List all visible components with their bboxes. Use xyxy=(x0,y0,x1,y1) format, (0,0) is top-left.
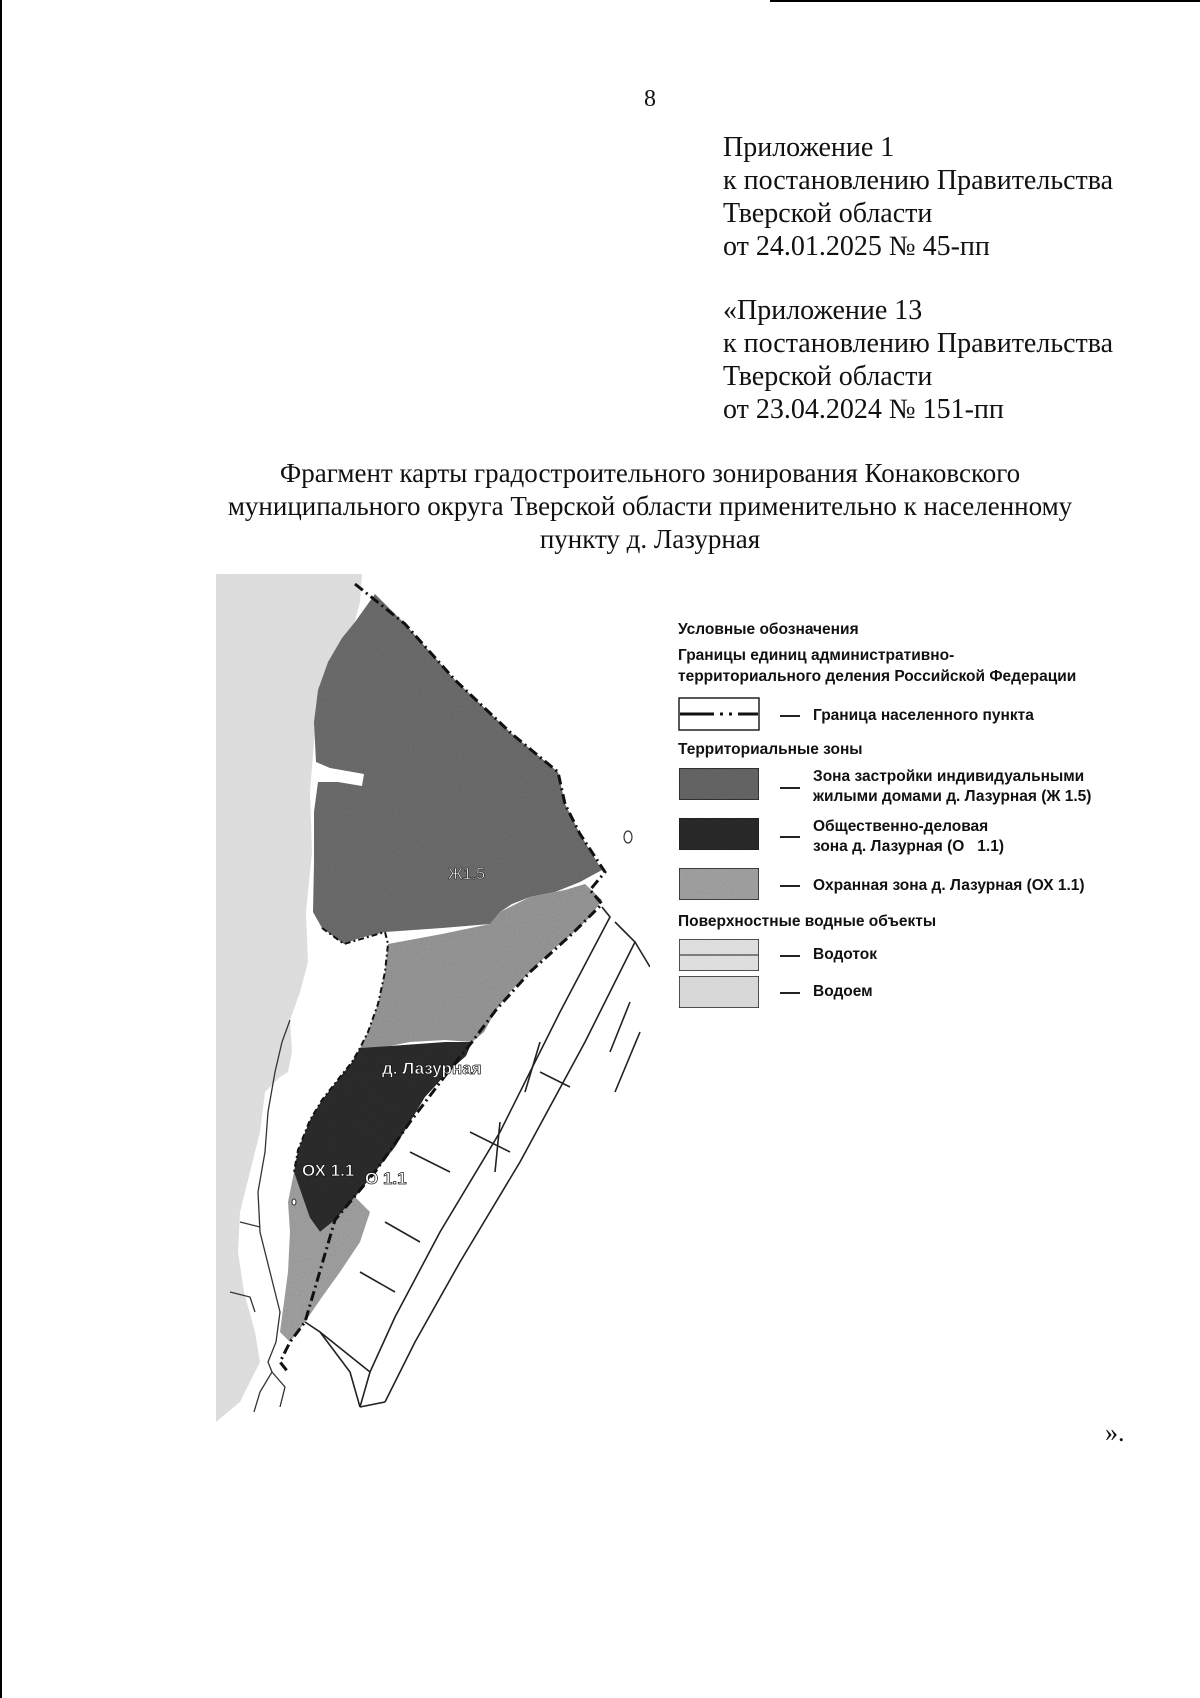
appendix-line: к постановлению Правительства xyxy=(723,165,1114,196)
closing-quote: ». xyxy=(1105,1418,1125,1447)
legend-zones-heading: Территориальные зоны xyxy=(678,741,863,758)
page-number: 8 xyxy=(644,86,656,112)
legend-settlement-boundary: Граница населенного пункта xyxy=(813,707,1034,724)
legend-dash xyxy=(780,715,800,717)
legend-admin-heading-line: Границы единиц административно- xyxy=(678,647,955,664)
legend-water-heading: Поверхностные водные объекты xyxy=(678,913,937,930)
pond-icon xyxy=(624,831,632,843)
appendix-line: от 23.04.2024 № 151-пп xyxy=(723,394,1004,425)
legend-dash xyxy=(780,885,800,887)
appendix-line: Приложение 1 xyxy=(723,132,895,163)
map-title-line: муниципального округа Тверской области применительно к населенному xyxy=(227,491,1073,521)
legend-dash xyxy=(780,787,800,789)
map-label-business-zone: О 1.1 xyxy=(365,1169,407,1188)
legend-dash xyxy=(780,955,800,957)
legend-residential-zone-line: Зона застройки индивидуальными xyxy=(813,768,1085,785)
water-body-swatch xyxy=(678,975,760,1009)
business-zone-swatch xyxy=(678,817,760,851)
map-label-settlement: д. Лазурная xyxy=(382,1059,482,1078)
map-label-residential-zone: Ж1.5 xyxy=(448,866,486,883)
protective-zone-swatch xyxy=(678,867,760,901)
scan-edge-top xyxy=(770,0,1200,2)
boundary-swatch xyxy=(678,697,760,731)
residential-zone-swatch xyxy=(678,767,760,801)
legend-protective-zone: Охранная зона д. Лазурная (ОХ 1.1) xyxy=(813,877,1085,894)
appendix-13-block xyxy=(723,294,1113,426)
legend-watercourse: Водоток xyxy=(813,946,877,963)
map-label-protective-zone: ОХ 1.1 xyxy=(302,1161,355,1180)
pond-icon xyxy=(292,1199,296,1205)
legend-dash xyxy=(780,992,800,994)
zoning-map xyxy=(210,572,650,1422)
legend-dash xyxy=(780,836,800,838)
appendix-line: «Приложение 13 xyxy=(723,295,923,326)
appendix-line: Тверской области xyxy=(723,361,933,392)
scan-edge-left xyxy=(0,0,2,1698)
appendix-line: от 24.01.2025 № 45-пп xyxy=(723,231,990,262)
map-title xyxy=(150,457,1150,556)
map-title-line: пункту д. Лазурная xyxy=(539,524,761,554)
legend-water-body: Водоем xyxy=(813,983,873,1000)
appendix-1-block xyxy=(723,131,1113,263)
appendix-line: к постановлению Правительства xyxy=(723,328,1114,359)
appendix-line: Тверской области xyxy=(723,198,933,229)
legend-title: Условные обозначения xyxy=(678,621,859,638)
legend-residential-zone-line: жилыми домами д. Лазурная (Ж 1.5) xyxy=(813,788,1092,805)
legend-admin-heading-line: территориального деления Российской Федерации xyxy=(678,668,1077,685)
watercourse-swatch xyxy=(678,938,760,972)
legend-business-zone-line: зона д. Лазурная (О 1.1) xyxy=(813,838,1004,855)
legend-business-zone-line: Общественно-деловая xyxy=(813,818,989,835)
map-title-line: Фрагмент карты градостроительного зонирования Конаковского xyxy=(279,458,1021,488)
